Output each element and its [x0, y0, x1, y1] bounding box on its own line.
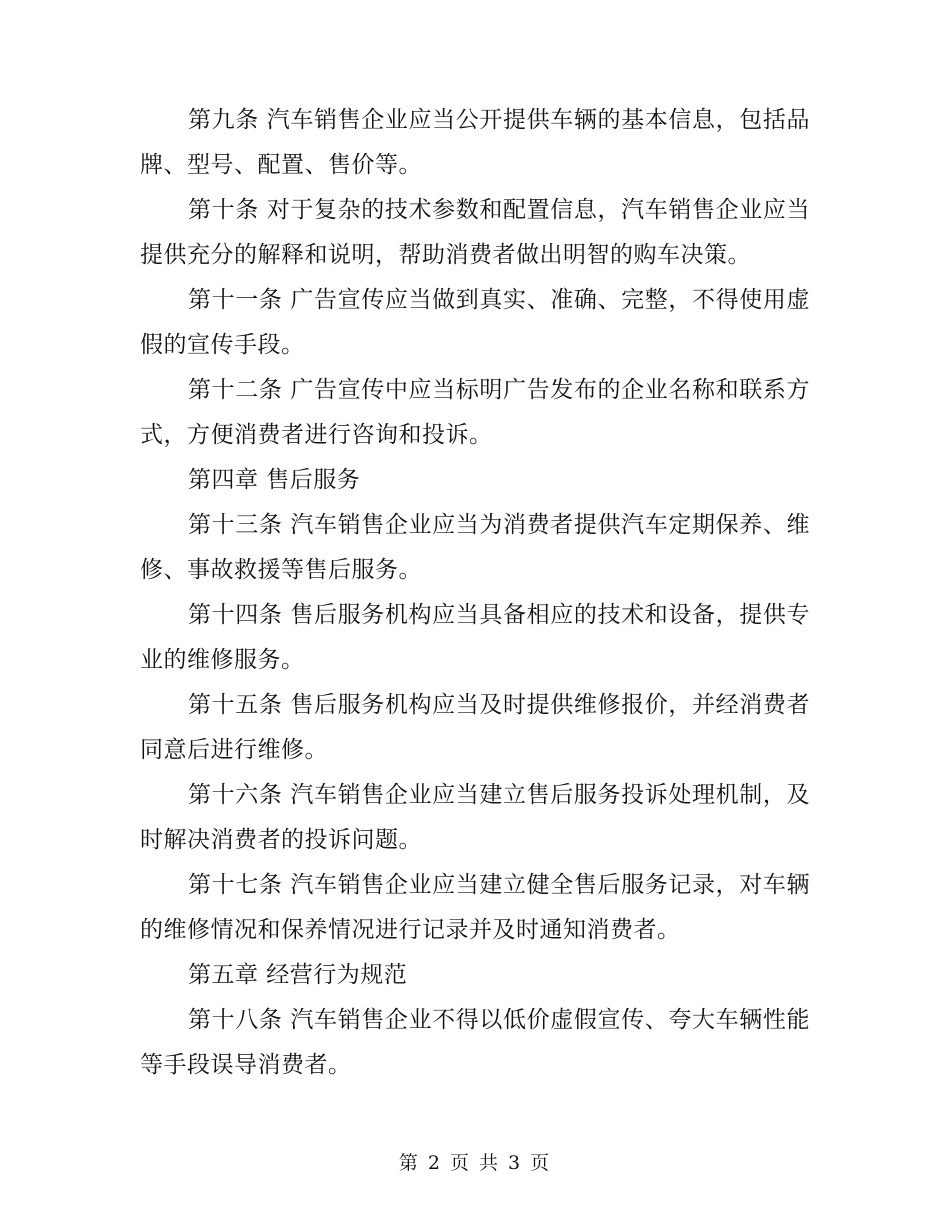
footer-total-pages: 3: [508, 1152, 523, 1174]
footer-page-word-end: 页: [530, 1152, 552, 1174]
paragraph-article-10: 第十条 对于复杂的技术参数和配置信息，汽车销售企业应当提供充分的解释和说明，帮助消费者做出明智的购车决策。: [140, 197, 810, 268]
footer-total-prefix: 共: [479, 1152, 501, 1174]
paragraph-article-9: 第九条 汽车销售企业应当公开提供车辆的基本信息，包括品牌、型号、配置、售价等。: [140, 107, 810, 178]
chapter-4-heading: 第四章 售后服务: [188, 467, 361, 493]
footer-current-page: 2: [427, 1152, 442, 1174]
chapter-5-heading: 第五章 经营行为规范: [188, 962, 408, 988]
page-footer: [0, 1148, 950, 1175]
footer-prefix: 第: [398, 1152, 420, 1174]
paragraph-article-11: 第十一条 广告宣传应当做到真实、准确、完整，不得使用虚假的宣传手段。: [140, 287, 810, 358]
paragraph-article-17: 第十七条 汽车销售企业应当建立健全售后服务记录，对车辆的维修情况和保养情况进行记录并及时通知消费者。: [140, 872, 810, 943]
paragraph-article-18: 第十八条 汽车销售企业不得以低价虚假宣传、夸大车辆性能等手段误导消费者。: [140, 1007, 810, 1078]
paragraph-article-15: 第十五条 售后服务机构应当及时提供维修报价，并经消费者同意后进行维修。: [140, 692, 810, 763]
paragraph-article-12: 第十二条 广告宣传中应当标明广告发布的企业名称和联系方式，方便消费者进行咨询和投诉。: [140, 377, 810, 448]
paragraph-article-16: 第十六条 汽车销售企业应当建立售后服务投诉处理机制，及时解决消费者的投诉问题。: [140, 782, 810, 853]
document-page: [140, 98, 810, 1088]
footer-page-word: 页: [449, 1152, 471, 1174]
paragraph-article-14: 第十四条 售后服务机构应当具备相应的技术和设备，提供专业的维修服务。: [140, 602, 810, 673]
paragraph-article-13: 第十三条 汽车销售企业应当为消费者提供汽车定期保养、维修、事故救援等售后服务。: [140, 512, 810, 583]
